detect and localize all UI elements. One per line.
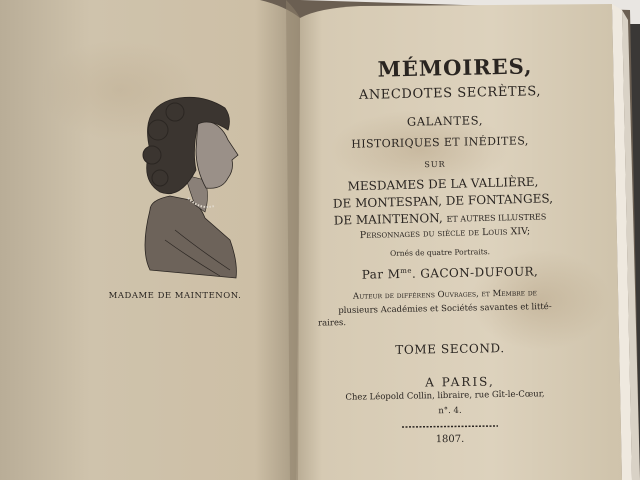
subtitle-line-2: GALANTES, [406, 113, 484, 129]
publisher-line-2: n°. 4. [438, 405, 462, 417]
names-line-1: MESDAMES DE LA VALLIÈRE, [347, 174, 539, 194]
names-line-4: Personnages du siècle de Louis XIV; [359, 225, 531, 242]
author-note-line-3: raires. [317, 318, 347, 329]
decorative-rule [400, 424, 500, 430]
subtitle-sur: SUR [424, 159, 446, 170]
city-line: A PARIS, [425, 374, 495, 390]
book-title: MÉMOIRES, [377, 53, 533, 82]
publication-year: 1807. [435, 433, 465, 446]
names-line-3-small: ET AUTRES ILLUSTRES [446, 212, 547, 224]
author-note-line-2: plusieurs Académies et Sociétés savantes et litté- [338, 301, 552, 317]
author-superscript: me [400, 266, 412, 275]
author-note-line-1: Auteur de différens Ouvrages, et Membre de [352, 288, 538, 302]
portrait-caption: MADAME DE MAINTENON. [108, 291, 242, 301]
author-prefix: Par M [361, 266, 401, 282]
names-line-3-main: DE MAINTENON, [333, 210, 443, 228]
subtitle-line-1: ANECDOTES SECRÈTES, [358, 84, 542, 103]
names-line-2: DE MONTESPAN, DE FONTANGES, [332, 191, 554, 211]
publisher-line-1: Chez Léopold Collin, libraire, rue Gît-le-Cœur, [345, 389, 545, 403]
tome-line: TOME SECOND. [395, 341, 505, 357]
ornee-line: Ornés de quatre Portraits. [389, 247, 491, 258]
author-name: . GACON-DUFOUR, [411, 264, 539, 281]
subtitle-line-3: HISTORIQUES ET INÉDITES, [351, 134, 529, 151]
